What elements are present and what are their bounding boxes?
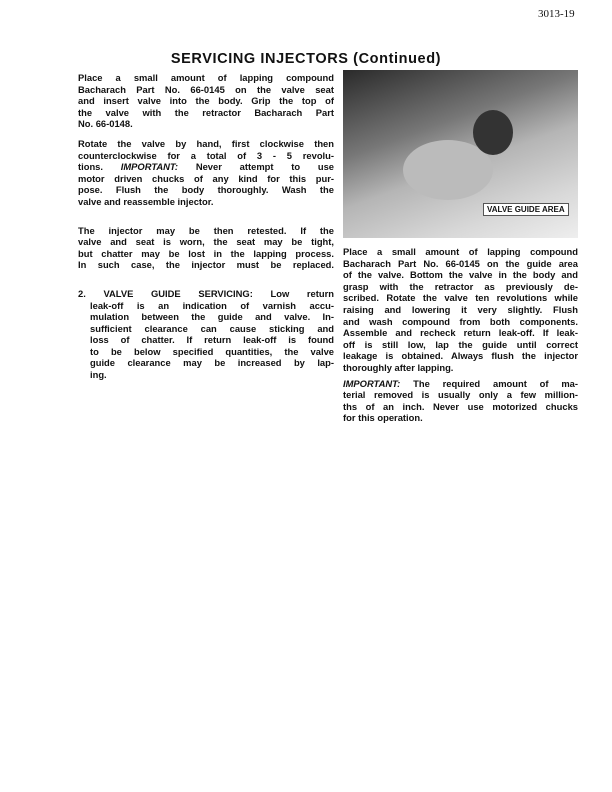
paragraph-lapping-seat <box>78 72 334 130</box>
page-number: 3013-19 <box>538 8 575 20</box>
text-line: In such case, the injector must be replaced. <box>78 259 334 271</box>
text-line: sufficient clearance can cause sticking and <box>90 322 334 334</box>
text-line: of the valve. Bottom the valve in the body and <box>343 269 578 281</box>
text-line: loss of chatter. If return leak-off is found <box>90 334 334 346</box>
text-line: but chatter may be lost in the lapping process. <box>78 247 334 259</box>
paragraph-valve-guide-servicing <box>78 288 334 381</box>
text-line: raising and lowering it very slightly. Flush <box>343 303 578 315</box>
text-line: The injector may be then retested. If the <box>78 224 334 236</box>
text-line: pose. Flush the body thoroughly. Wash the <box>78 184 334 196</box>
left-column <box>78 72 334 381</box>
text-line <box>78 161 334 173</box>
text-line: guide clearance may be increased by lap- <box>90 357 334 369</box>
figure-callout-label: VALVE GUIDE AREA <box>483 203 569 216</box>
text-line: to be below specified quantities, the valve <box>90 345 334 357</box>
text-line: scribed. Rotate the valve ten revolutions while <box>343 292 578 304</box>
text-line: Assemble and recheck return leak-off. If leak- <box>343 327 578 339</box>
text-fragment: Never attempt to use <box>195 161 335 173</box>
text-line: terial removed is usually only a few million- <box>343 389 578 401</box>
paragraph-important-note <box>343 378 578 424</box>
text-line: mulation between the guide and valve. In- <box>90 311 334 323</box>
text-line: leakage is obtained. Always flush the injector <box>343 350 578 362</box>
paragraph-rotate-valve <box>78 138 334 208</box>
text-line: and insert valve into the body. Grip the top of <box>78 95 334 107</box>
page-title: SERVICING INJECTORS (Continued) <box>170 51 442 67</box>
text-line: motor driven chucks of any kind for this pur- <box>78 172 334 184</box>
important-label: IMPORTANT: <box>343 377 401 389</box>
text-line: Bacharach Part No. 66-0145 on the valve seat <box>78 83 334 95</box>
text-line: leak-off is an indication of varnish accu- <box>90 299 334 311</box>
text-line: grasp with the retractor as previously de- <box>343 280 578 292</box>
injector-body-shape <box>473 110 513 155</box>
text-line: valve and seat is worn, the seat may be tight, <box>78 236 334 248</box>
text-fragment: The required amount of ma- <box>413 377 579 389</box>
paragraph-lapping-guide <box>343 246 578 374</box>
text-line: 2. VALVE GUIDE SERVICING: Low return <box>78 287 334 299</box>
injector-photo <box>343 70 578 238</box>
important-label: IMPORTANT: <box>120 161 179 173</box>
text-line: ths of an inch. Never use motorized chucks <box>343 400 578 412</box>
text-line: and wash compound from both components. <box>343 315 578 327</box>
text-line: ing. <box>90 369 107 381</box>
text-line: Place a small amount of lapping compound <box>343 246 578 257</box>
text-line: Bacharach Part No. 66-0145 on the guide area <box>343 257 578 269</box>
right-column <box>343 246 578 424</box>
text-fragment: tions. <box>78 161 121 173</box>
text-line: Place a small amount of lapping compound <box>78 72 334 83</box>
text-line: No. 66-0148. <box>78 118 133 130</box>
text-line: the valve with the retractor Bacharach Part <box>78 106 334 118</box>
text-line: off is still low, lap the guide until correct <box>343 338 578 350</box>
text-line <box>343 378 578 390</box>
text-line: counterclockwise for a total of 3 - 5 revolu- <box>78 149 334 161</box>
text-line: Rotate the valve by hand, first clockwise then <box>78 137 334 149</box>
text-line: valve and reassemble injector. <box>78 195 214 207</box>
paragraph-retest <box>78 225 334 271</box>
text-line: thoroughly after lapping. <box>343 361 454 373</box>
text-line: for this operation. <box>343 412 423 424</box>
